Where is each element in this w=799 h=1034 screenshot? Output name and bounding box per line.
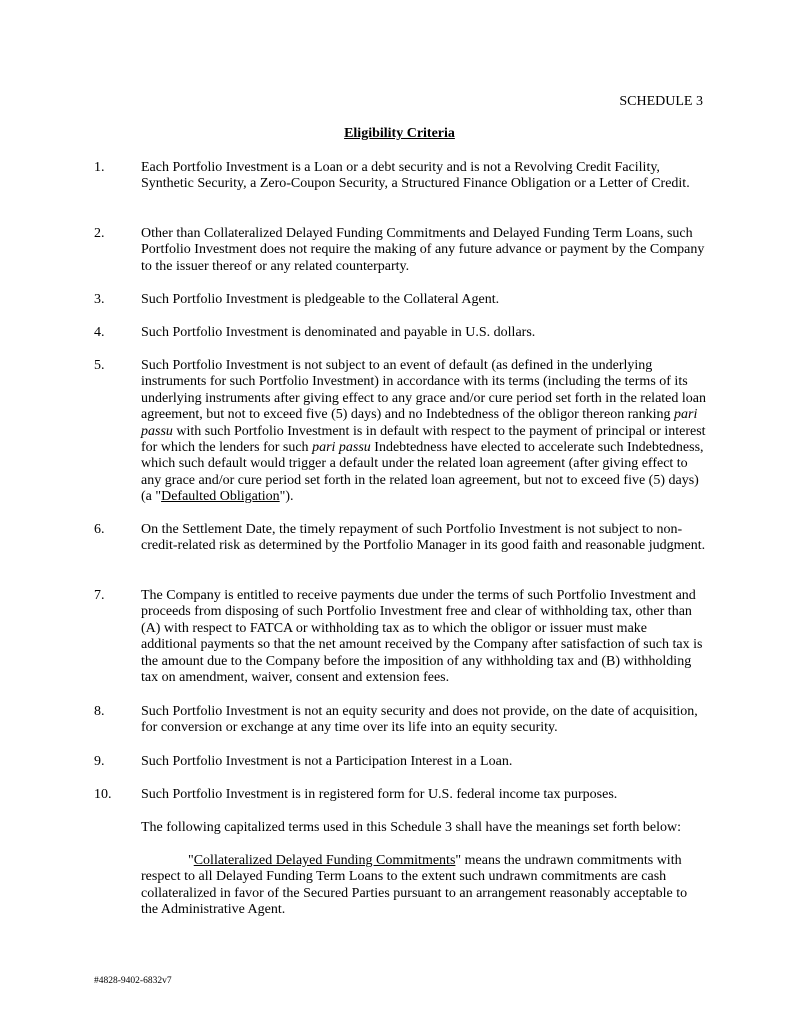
- defined-term: Collateralized Delayed Funding Commitments: [193, 853, 456, 868]
- item-number: 2.: [94, 226, 105, 241]
- page-title: Eligibility Criteria: [344, 126, 455, 141]
- item-text: Such Portfolio Investment is not an equity security and does not provide, on the date of acquisition, for conversion or exchange at any time over its life into an equity security.: [141, 704, 698, 736]
- criteria-item-10: [94, 787, 706, 803]
- item-text: Such Portfolio Investment is in registered form for U.S. federal income tax purposes.: [141, 787, 618, 802]
- criteria-item-9: [94, 754, 706, 770]
- item-number: 4.: [94, 325, 105, 340]
- defined-term: Defaulted Obligation: [161, 489, 280, 505]
- item-number: 3.: [94, 292, 105, 307]
- document-id-footer: #4828-9402-6832v7: [94, 976, 172, 986]
- item-number: 10.: [94, 787, 112, 802]
- item-number: 6.: [94, 522, 105, 537]
- item-text-part: with such Portfolio Investment is in default with respect to the payment of principal or interest for which the lenders for such: [141, 423, 706, 456]
- item-text: Each Portfolio Investment is a Loan or a debt security and is not a Revolving Credit Facility, Synthetic Security, a Zero-Coupon Security, a Structured Finance Obligation or a Letter of Credit.: [141, 160, 690, 192]
- item-text-part: Such Portfolio Investment is not subject to an event of default (as defined in the underlying instruments for such Portfolio Investment) in accordance with its terms (including the terms of its underlying instruments after giving effect to any grace and/or cure period set forth in the related loan agreement, but not to exceed five (5) days) and no Indebtedness of the obligor thereon ranking: [141, 358, 706, 423]
- quote-mark: ": [188, 853, 194, 868]
- item-text: Such Portfolio Investment is not a Participation Interest in a Loan.: [141, 754, 513, 769]
- criteria-item-3: [94, 292, 706, 308]
- definitions-intro: The following capitalized terms used in this Schedule 3 shall have the meanings set forth below:: [141, 820, 682, 835]
- criteria-item-8: [94, 704, 706, 737]
- italic-term: pari passu: [312, 440, 371, 456]
- schedule-label: SCHEDULE 3: [619, 94, 703, 109]
- italic-term: pari passu: [141, 407, 698, 439]
- criteria-item-6: [94, 522, 706, 555]
- item-number: 8.: [94, 704, 105, 719]
- criteria-item-4: [94, 325, 706, 341]
- item-number: 1.: [94, 160, 105, 175]
- item-text: On the Settlement Date, the timely repayment of such Portfolio Investment is not subject to non-credit-related risk as determined by the Portfolio Manager in its good faith and reasonable judgment.: [141, 522, 706, 554]
- criteria-item-7: [94, 588, 706, 686]
- item-number: 9.: [94, 754, 105, 769]
- item-text: Other than Collateralized Delayed Funding Commitments and Delayed Funding Term Loans, such Portfolio Investment does not require the making of any future advance or payment by the Company to the issuer thereof or any related counterparty.: [141, 226, 705, 274]
- criteria-item-1: [94, 160, 706, 193]
- item-text: [141, 358, 706, 506]
- criteria-item-5: [94, 358, 706, 506]
- item-text-part: ").: [279, 489, 294, 505]
- item-text: Such Portfolio Investment is pledgeable to the Collateral Agent.: [141, 292, 500, 307]
- definition-paragraph: [141, 853, 707, 919]
- definition-text: " means the undrawn commitments with respect to all Delayed Funding Term Loans to the extent such undrawn commitments are cash collateralized in favor of the Secured Parties pursuant to an arrangement reasonably acceptable to the Administrative Agent.: [141, 853, 688, 918]
- item-text: Such Portfolio Investment is denominated and payable in U.S. dollars.: [141, 325, 536, 340]
- item-number: 7.: [94, 588, 105, 603]
- criteria-item-2: [94, 226, 706, 275]
- item-text: The Company is entitled to receive payments due under the terms of such Portfolio Investment and proceeds from disposing of such Portfolio Investment free and clear of withholding tax, other than (A) with respect to FATCA or withholding tax as to which the obligor or issuer must make additional payments so that the net amount received by the Company after satisfaction of such tax is the amount due to the Company before the imposition of any withholding tax and (B) withholding tax on amendment, waiver, consent and extension fees.: [141, 588, 703, 686]
- item-number: 5.: [94, 358, 105, 373]
- item-text-part: Indebtedness have elected to accelerate such Indebtedness, which such default would trigger a default under the related loan agreement (after giving effect to any grace and/or cure period set forth in the related loan agreement, but not to exceed five (5) days) (a ": [141, 440, 704, 505]
